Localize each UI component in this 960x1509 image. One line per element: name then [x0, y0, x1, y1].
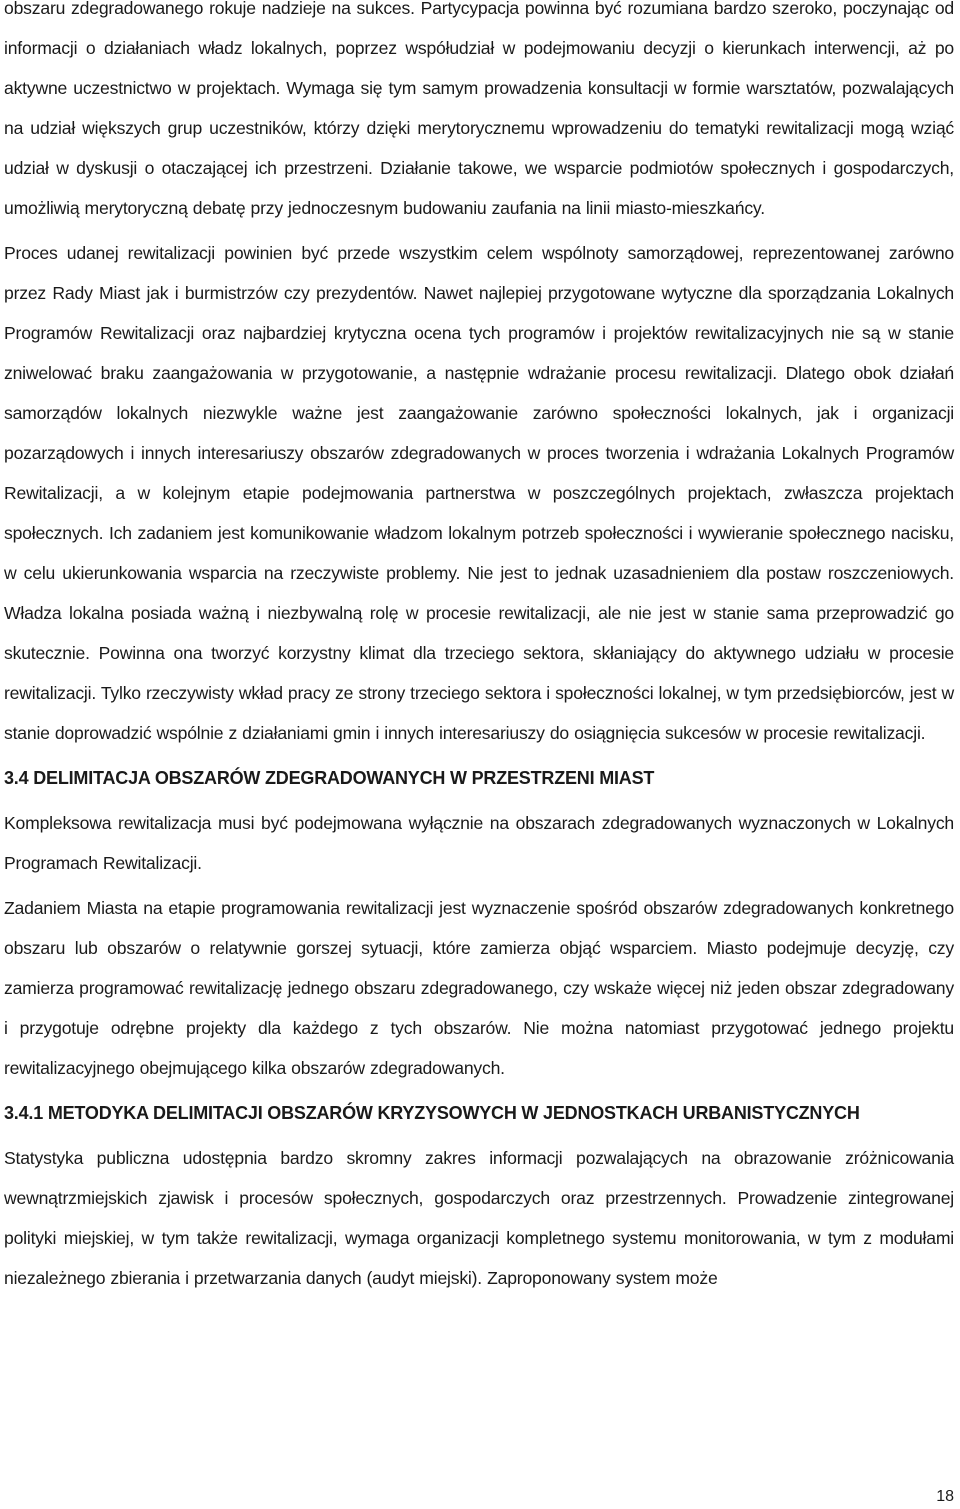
- paragraph-comprehensive-revitalization: Kompleksowa rewitalizacja musi być podejmowana wyłącznie na obszarach zdegradowanych wyznaczonych w Lokalnych Programach Rewitalizacji.: [4, 813, 954, 873]
- section-heading-3-4: 3.4 DELIMITACJA OBSZARÓW ZDEGRADOWANYCH W PRZESTRZENI MIAST: [4, 768, 655, 788]
- page-number: 18: [936, 1488, 954, 1505]
- section-heading-3-4-1: 3.4.1 METODYKA DELIMITACJI OBSZARÓW KRYZYSOWYCH W JEDNOSTKACH URBANISTYCZNYCH: [4, 1103, 860, 1123]
- paragraph-public-statistics: Statystyka publiczna udostępnia bardzo skromny zakres informacji pozwalających na obrazowanie zróżnicowania wewnątrzmiejskich zjawisk i procesów społecznych, gospodarczych oraz przestrzennych. Prowadzenie zintegrowanej polityki miejskiej, w tym także rewitalizacji, wymaga organizacji kompletnego systemu monitorowania, w tym z modułami niezależnego zbierania i przetwarzania danych (audyt miejski). Zaproponowany system może: [4, 1148, 954, 1288]
- paragraph-city-task: Zadaniem Miasta na etapie programowania rewitalizacji jest wyznaczenie spośród obszarów zdegradowanych konkretnego obszaru lub obszarów o relatywnie gorszej sytuacji, które zamierza objąć wsparciem. Miasto podejmuje decyzję, czy zamierza programować rewitalizację jednego obszaru zdegradowanego, czy wskaże więcej niż jeden obszar zdegradowany i przygotuje odrębne projekty dla każdego z tych obszarów. Nie można natomiast przygotować jednego projektu rewitalizacyjnego obejmującego kilka obszarów zdegradowanych.: [4, 898, 954, 1078]
- paragraph-participation: obszaru zdegradowanego rokuje nadzieje na sukces. Partycypacja powinna być rozumiana bardzo szeroko, poczynając od informacji o działaniach władz lokalnych, poprzez współudział w podejmowaniu decyzji o kierunkach interwencji, aż po aktywne uczestnictwo w projektach. Wymaga się tym samym prowadzenia konsultacji w formie warsztatów, pozwalających na udział większych grup uczestników, którzy dzięki merytorycznemu wprowadzeniu do tematyki rewitalizacji mogą wziąć udział w dyskusji o otaczającej ich przestrzeni. Działanie takowe, we wsparcie podmiotów społecznych i gospodarczych, umożliwią merytoryczną debatę przy jednoczesnym budowaniu zaufania na linii miasto-mieszkańcy.: [4, 0, 954, 218]
- paragraph-revitalization-process: Proces udanej rewitalizacji powinien być przede wszystkim celem wspólnoty samorządowej, reprezentowanej zarówno przez Rady Miast jak i burmistrzów czy prezydentów. Nawet najlepiej przygotowane wytyczne dla sporządzania Lokalnych Programów Rewitalizacji oraz najbardziej krytyczna ocena tych programów i projektów rewitalizacyjnych nie są w stanie zniwelować braku zaangażowania w przygotowanie, a następnie wdrażanie procesu rewitalizacji. Dlatego obok działań samorządów lokalnych niezwykle ważne jest zaangażowanie zarówno społeczności lokalnych, jak i organizacji pozarządowych i innych interesariuszy obszarów zdegradowanych w proces tworzenia i wdrażania Lokalnych Programów Rewitalizacji, a w kolejnym etapie podejmowania partnerstwa w poszczególnych projektach, zwłaszcza projektach społecznych. Ich zadaniem jest komunikowanie władzom lokalnym potrzeb społeczności i wywieranie społecznego nacisku, w celu ukierunkowania wsparcia na rzeczywiste problemy. Nie jest to jednak uzasadnieniem dla postaw roszczeniowych. Władza lokalna posiada ważną i niezbywalną rolę w procesie rewitalizacji, ale nie jest w stanie sama przeprowadzić go skutecznie. Powinna ona tworzyć korzystny klimat dla trzeciego sektora, skłaniający do aktywnego udziału w procesie rewitalizacji. Tylko rzeczywisty wkład pracy ze strony trzeciego sektora i społeczności lokalnej, w tym przedsiębiorców, jest w stanie doprowadzić wspólnie z działaniami gmin i innych interesariuszy do osiągnięcia sukcesów w procesie rewitalizacji.: [4, 243, 954, 743]
